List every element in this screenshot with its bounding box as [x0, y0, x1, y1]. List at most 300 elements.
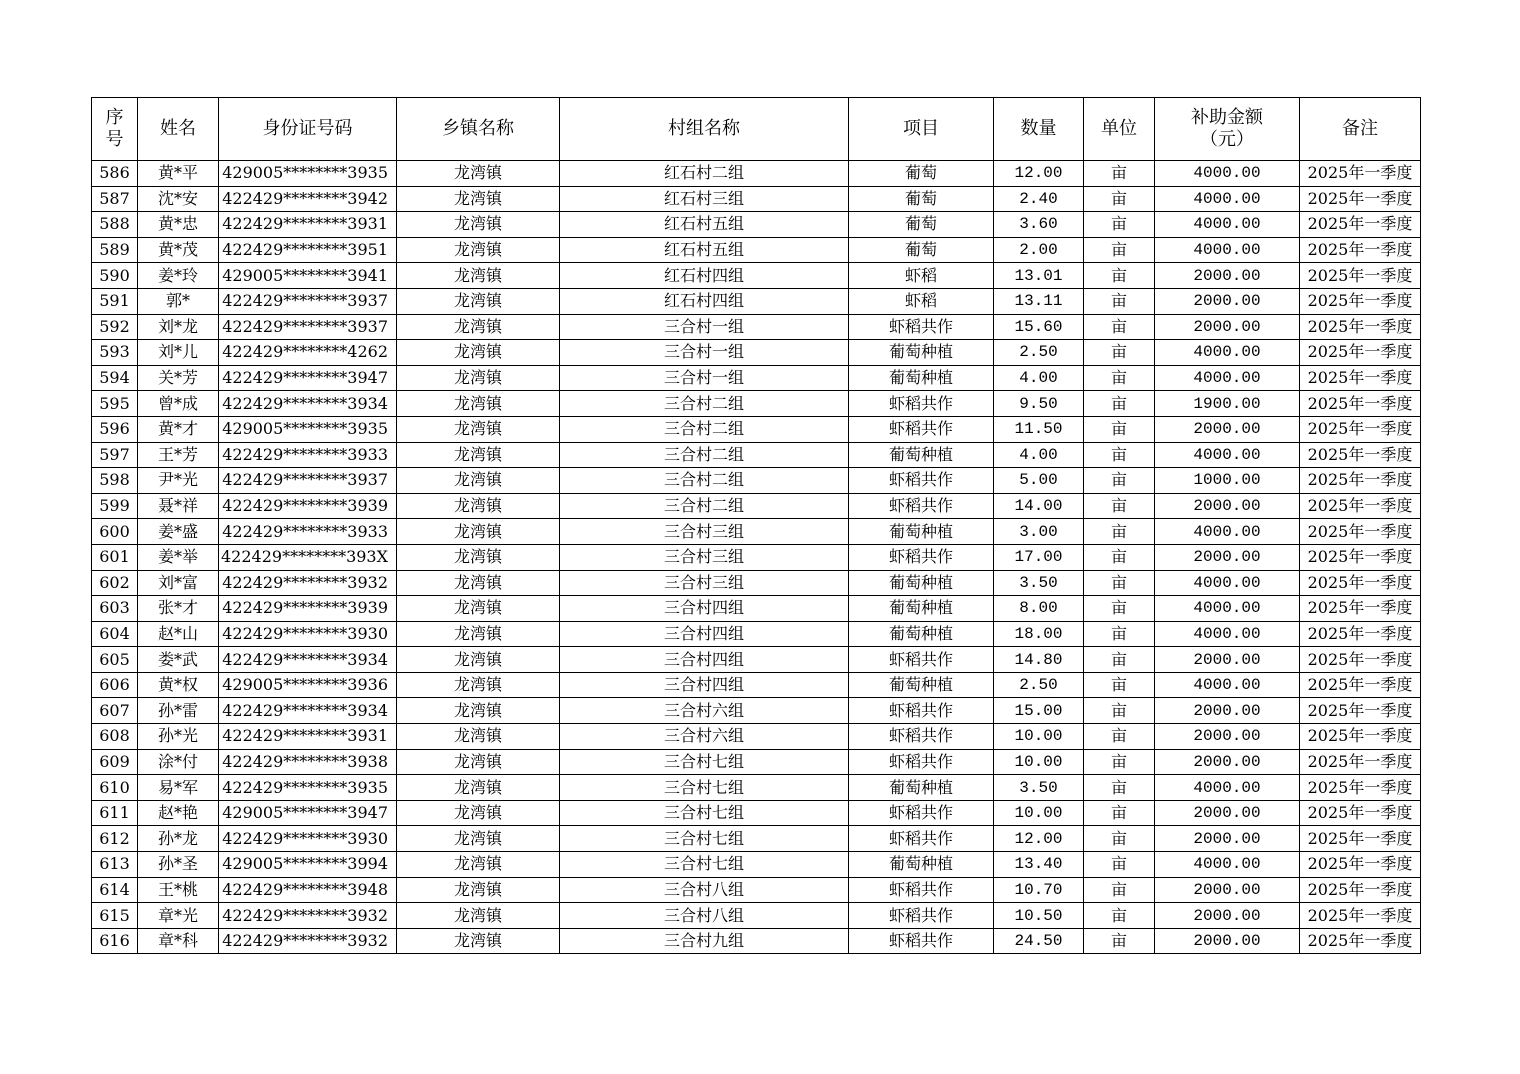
cell-quantity: 5.00 — [994, 468, 1084, 494]
cell-subsidy: 1900.00 — [1155, 391, 1300, 417]
table-row — [92, 416, 1421, 442]
cell-remark: 2025年一季度 — [1300, 416, 1421, 442]
cell-unit: 亩 — [1084, 314, 1155, 340]
cell-unit: 亩 — [1084, 903, 1155, 929]
cell-id-number: 422429********3932 — [219, 570, 397, 596]
cell-unit: 亩 — [1084, 544, 1155, 570]
cell-village-group: 三合村七组 — [560, 775, 849, 801]
cell-remark: 2025年一季度 — [1300, 800, 1421, 826]
cell-seq: 599 — [92, 493, 138, 519]
cell-name: 黄*茂 — [138, 237, 219, 263]
header-name: 姓名 — [138, 98, 219, 161]
cell-name: 易*军 — [138, 775, 219, 801]
cell-seq: 609 — [92, 749, 138, 775]
cell-township: 龙湾镇 — [397, 365, 560, 391]
table-row — [92, 698, 1421, 724]
cell-id-number: 422429********3951 — [219, 237, 397, 263]
cell-seq: 598 — [92, 468, 138, 494]
cell-id-number: 429005********3947 — [219, 800, 397, 826]
cell-village-group: 三合村一组 — [560, 365, 849, 391]
cell-village-group: 三合村四组 — [560, 672, 849, 698]
table-row — [92, 903, 1421, 929]
cell-village-group: 三合村六组 — [560, 698, 849, 724]
cell-remark: 2025年一季度 — [1300, 468, 1421, 494]
cell-quantity: 3.00 — [994, 519, 1084, 545]
subsidy-table — [91, 97, 1421, 954]
cell-village-group: 三合村二组 — [560, 391, 849, 417]
cell-township: 龙湾镇 — [397, 877, 560, 903]
cell-unit: 亩 — [1084, 724, 1155, 750]
cell-quantity: 13.01 — [994, 263, 1084, 289]
cell-project: 虾稻 — [849, 263, 994, 289]
cell-remark: 2025年一季度 — [1300, 263, 1421, 289]
cell-project: 虾稻共作 — [849, 544, 994, 570]
cell-township: 龙湾镇 — [397, 570, 560, 596]
cell-remark: 2025年一季度 — [1300, 698, 1421, 724]
cell-quantity: 13.40 — [994, 852, 1084, 878]
cell-project: 虾稻共作 — [849, 493, 994, 519]
cell-unit: 亩 — [1084, 621, 1155, 647]
cell-seq: 590 — [92, 263, 138, 289]
cell-name: 尹*光 — [138, 468, 219, 494]
cell-unit: 亩 — [1084, 596, 1155, 622]
cell-seq: 600 — [92, 519, 138, 545]
cell-remark: 2025年一季度 — [1300, 544, 1421, 570]
cell-village-group: 红石村五组 — [560, 212, 849, 238]
cell-project: 虾稻共作 — [849, 468, 994, 494]
cell-township: 龙湾镇 — [397, 212, 560, 238]
cell-quantity: 14.80 — [994, 647, 1084, 673]
cell-village-group: 三合村三组 — [560, 570, 849, 596]
cell-id-number: 422429********3947 — [219, 365, 397, 391]
table-row — [92, 493, 1421, 519]
cell-village-group: 三合村三组 — [560, 544, 849, 570]
cell-seq: 601 — [92, 544, 138, 570]
cell-name: 娄*武 — [138, 647, 219, 673]
cell-unit: 亩 — [1084, 519, 1155, 545]
table-row — [92, 621, 1421, 647]
cell-subsidy: 2000.00 — [1155, 826, 1300, 852]
cell-seq: 593 — [92, 340, 138, 366]
cell-project: 虾稻共作 — [849, 903, 994, 929]
cell-subsidy: 2000.00 — [1155, 877, 1300, 903]
table-row — [92, 288, 1421, 314]
cell-unit: 亩 — [1084, 288, 1155, 314]
cell-township: 龙湾镇 — [397, 468, 560, 494]
cell-township: 龙湾镇 — [397, 826, 560, 852]
table-row — [92, 647, 1421, 673]
cell-quantity: 15.60 — [994, 314, 1084, 340]
cell-project: 虾稻共作 — [849, 928, 994, 954]
cell-name: 孙*雷 — [138, 698, 219, 724]
cell-township: 龙湾镇 — [397, 314, 560, 340]
cell-remark: 2025年一季度 — [1300, 724, 1421, 750]
cell-quantity: 4.00 — [994, 442, 1084, 468]
cell-name: 孙*光 — [138, 724, 219, 750]
cell-seq: 608 — [92, 724, 138, 750]
header-id-number: 身份证号码 — [219, 98, 397, 161]
table-row — [92, 365, 1421, 391]
table-row — [92, 928, 1421, 954]
cell-unit: 亩 — [1084, 749, 1155, 775]
cell-township: 龙湾镇 — [397, 596, 560, 622]
cell-unit: 亩 — [1084, 826, 1155, 852]
cell-township: 龙湾镇 — [397, 288, 560, 314]
cell-unit: 亩 — [1084, 416, 1155, 442]
cell-seq: 589 — [92, 237, 138, 263]
cell-seq: 602 — [92, 570, 138, 596]
cell-project: 葡萄种植 — [849, 775, 994, 801]
cell-subsidy: 2000.00 — [1155, 800, 1300, 826]
cell-remark: 2025年一季度 — [1300, 672, 1421, 698]
table-row — [92, 161, 1421, 187]
cell-remark: 2025年一季度 — [1300, 928, 1421, 954]
cell-project: 葡萄种植 — [849, 340, 994, 366]
table-row — [92, 519, 1421, 545]
cell-village-group: 红石村四组 — [560, 263, 849, 289]
cell-project: 虾稻共作 — [849, 698, 994, 724]
cell-unit: 亩 — [1084, 468, 1155, 494]
cell-unit: 亩 — [1084, 186, 1155, 212]
cell-village-group: 三合村二组 — [560, 493, 849, 519]
cell-remark: 2025年一季度 — [1300, 288, 1421, 314]
cell-name: 孙*圣 — [138, 852, 219, 878]
cell-id-number: 422429********3933 — [219, 519, 397, 545]
cell-name: 章*科 — [138, 928, 219, 954]
cell-id-number: 422429********3937 — [219, 288, 397, 314]
cell-project: 虾稻共作 — [849, 391, 994, 417]
cell-township: 龙湾镇 — [397, 186, 560, 212]
cell-name: 赵*山 — [138, 621, 219, 647]
cell-township: 龙湾镇 — [397, 519, 560, 545]
cell-id-number: 422429********3931 — [219, 724, 397, 750]
cell-village-group: 三合村四组 — [560, 621, 849, 647]
cell-project: 葡萄种植 — [849, 570, 994, 596]
cell-township: 龙湾镇 — [397, 391, 560, 417]
cell-quantity: 4.00 — [994, 365, 1084, 391]
cell-name: 黄*才 — [138, 416, 219, 442]
cell-project: 虾稻共作 — [849, 826, 994, 852]
table-row — [92, 775, 1421, 801]
cell-name: 王*芳 — [138, 442, 219, 468]
cell-id-number: 422429********3948 — [219, 877, 397, 903]
header-row — [92, 98, 1421, 161]
table-row — [92, 800, 1421, 826]
cell-remark: 2025年一季度 — [1300, 212, 1421, 238]
cell-subsidy: 2000.00 — [1155, 288, 1300, 314]
cell-seq: 610 — [92, 775, 138, 801]
cell-seq: 615 — [92, 903, 138, 929]
cell-name: 曾*成 — [138, 391, 219, 417]
cell-remark: 2025年一季度 — [1300, 314, 1421, 340]
cell-unit: 亩 — [1084, 161, 1155, 187]
cell-seq: 595 — [92, 391, 138, 417]
cell-seq: 614 — [92, 877, 138, 903]
table-row — [92, 852, 1421, 878]
cell-name: 王*桃 — [138, 877, 219, 903]
cell-remark: 2025年一季度 — [1300, 749, 1421, 775]
table-row — [92, 570, 1421, 596]
cell-township: 龙湾镇 — [397, 698, 560, 724]
cell-seq: 603 — [92, 596, 138, 622]
cell-remark: 2025年一季度 — [1300, 775, 1421, 801]
cell-unit: 亩 — [1084, 928, 1155, 954]
cell-id-number: 422429********4262 — [219, 340, 397, 366]
cell-name: 刘*龙 — [138, 314, 219, 340]
cell-seq: 613 — [92, 852, 138, 878]
cell-township: 龙湾镇 — [397, 544, 560, 570]
cell-seq: 591 — [92, 288, 138, 314]
cell-id-number: 422429********3930 — [219, 826, 397, 852]
cell-remark: 2025年一季度 — [1300, 519, 1421, 545]
cell-seq: 597 — [92, 442, 138, 468]
cell-township: 龙湾镇 — [397, 416, 560, 442]
cell-seq: 587 — [92, 186, 138, 212]
header-township: 乡镇名称 — [397, 98, 560, 161]
cell-id-number: 429005********3994 — [219, 852, 397, 878]
cell-subsidy: 4000.00 — [1155, 570, 1300, 596]
cell-name: 赵*艳 — [138, 800, 219, 826]
cell-name: 黄*权 — [138, 672, 219, 698]
cell-subsidy: 4000.00 — [1155, 340, 1300, 366]
cell-unit: 亩 — [1084, 365, 1155, 391]
cell-quantity: 10.70 — [994, 877, 1084, 903]
cell-name: 关*芳 — [138, 365, 219, 391]
cell-quantity: 17.00 — [994, 544, 1084, 570]
cell-remark: 2025年一季度 — [1300, 391, 1421, 417]
cell-village-group: 三合村九组 — [560, 928, 849, 954]
cell-remark: 2025年一季度 — [1300, 340, 1421, 366]
cell-quantity: 24.50 — [994, 928, 1084, 954]
cell-unit: 亩 — [1084, 493, 1155, 519]
cell-seq: 592 — [92, 314, 138, 340]
table-row — [92, 391, 1421, 417]
cell-project: 虾稻共作 — [849, 877, 994, 903]
header-village-group: 村组名称 — [560, 98, 849, 161]
cell-id-number: 422429********3939 — [219, 596, 397, 622]
cell-quantity: 10.00 — [994, 800, 1084, 826]
cell-id-number: 422429********3933 — [219, 442, 397, 468]
cell-id-number: 422429********3934 — [219, 698, 397, 724]
table-row — [92, 724, 1421, 750]
cell-name: 姜*举 — [138, 544, 219, 570]
cell-project: 葡萄 — [849, 161, 994, 187]
cell-project: 葡萄 — [849, 237, 994, 263]
cell-project: 虾稻共作 — [849, 800, 994, 826]
cell-unit: 亩 — [1084, 391, 1155, 417]
cell-subsidy: 2000.00 — [1155, 314, 1300, 340]
cell-id-number: 422429********3932 — [219, 903, 397, 929]
header-seq: 序号 — [92, 98, 138, 161]
cell-project: 葡萄种植 — [849, 365, 994, 391]
cell-project: 葡萄 — [849, 212, 994, 238]
cell-remark: 2025年一季度 — [1300, 570, 1421, 596]
cell-subsidy: 4000.00 — [1155, 596, 1300, 622]
cell-quantity: 14.00 — [994, 493, 1084, 519]
cell-village-group: 三合村一组 — [560, 340, 849, 366]
cell-project: 葡萄种植 — [849, 596, 994, 622]
header-remark: 备注 — [1300, 98, 1421, 161]
cell-name: 刘*儿 — [138, 340, 219, 366]
cell-seq: 604 — [92, 621, 138, 647]
cell-remark: 2025年一季度 — [1300, 365, 1421, 391]
cell-subsidy: 4000.00 — [1155, 212, 1300, 238]
cell-village-group: 三合村二组 — [560, 442, 849, 468]
cell-quantity: 18.00 — [994, 621, 1084, 647]
cell-township: 龙湾镇 — [397, 800, 560, 826]
table-row — [92, 826, 1421, 852]
cell-name: 张*才 — [138, 596, 219, 622]
cell-unit: 亩 — [1084, 340, 1155, 366]
cell-quantity: 9.50 — [994, 391, 1084, 417]
cell-name: 姜*盛 — [138, 519, 219, 545]
cell-project: 葡萄种植 — [849, 519, 994, 545]
cell-village-group: 三合村六组 — [560, 724, 849, 750]
cell-project: 葡萄种植 — [849, 621, 994, 647]
cell-quantity: 10.00 — [994, 749, 1084, 775]
cell-village-group: 三合村二组 — [560, 416, 849, 442]
cell-quantity: 2.00 — [994, 237, 1084, 263]
table-row — [92, 877, 1421, 903]
cell-quantity: 10.50 — [994, 903, 1084, 929]
cell-remark: 2025年一季度 — [1300, 826, 1421, 852]
cell-name: 姜*玲 — [138, 263, 219, 289]
cell-subsidy: 2000.00 — [1155, 903, 1300, 929]
table-row — [92, 468, 1421, 494]
cell-village-group: 三合村七组 — [560, 800, 849, 826]
cell-quantity: 11.50 — [994, 416, 1084, 442]
cell-seq: 588 — [92, 212, 138, 238]
cell-project: 葡萄 — [849, 186, 994, 212]
cell-village-group: 三合村七组 — [560, 826, 849, 852]
cell-township: 龙湾镇 — [397, 493, 560, 519]
cell-id-number: 422429********3930 — [219, 621, 397, 647]
cell-unit: 亩 — [1084, 263, 1155, 289]
cell-remark: 2025年一季度 — [1300, 237, 1421, 263]
cell-name: 章*光 — [138, 903, 219, 929]
cell-quantity: 3.60 — [994, 212, 1084, 238]
cell-township: 龙湾镇 — [397, 852, 560, 878]
cell-unit: 亩 — [1084, 442, 1155, 468]
cell-quantity: 12.00 — [994, 161, 1084, 187]
cell-township: 龙湾镇 — [397, 749, 560, 775]
cell-quantity: 12.00 — [994, 826, 1084, 852]
cell-quantity: 2.50 — [994, 672, 1084, 698]
cell-id-number: 422429********3934 — [219, 391, 397, 417]
cell-village-group: 三合村四组 — [560, 596, 849, 622]
cell-id-number: 422429********3932 — [219, 928, 397, 954]
table-row — [92, 749, 1421, 775]
cell-unit: 亩 — [1084, 570, 1155, 596]
cell-quantity: 8.00 — [994, 596, 1084, 622]
cell-subsidy: 4000.00 — [1155, 161, 1300, 187]
cell-township: 龙湾镇 — [397, 442, 560, 468]
cell-id-number: 422429********3942 — [219, 186, 397, 212]
cell-project: 虾稻共作 — [849, 724, 994, 750]
cell-subsidy: 1000.00 — [1155, 468, 1300, 494]
cell-township: 龙湾镇 — [397, 928, 560, 954]
cell-project: 葡萄种植 — [849, 672, 994, 698]
cell-name: 沈*安 — [138, 186, 219, 212]
cell-id-number: 422429********3937 — [219, 314, 397, 340]
cell-project: 虾稻共作 — [849, 749, 994, 775]
cell-quantity: 2.50 — [994, 340, 1084, 366]
cell-village-group: 三合村一组 — [560, 314, 849, 340]
table-row — [92, 544, 1421, 570]
cell-seq: 605 — [92, 647, 138, 673]
cell-project: 葡萄种植 — [849, 852, 994, 878]
header-unit: 单位 — [1084, 98, 1155, 161]
cell-name: 黄*忠 — [138, 212, 219, 238]
cell-remark: 2025年一季度 — [1300, 903, 1421, 929]
cell-id-number: 429005********3935 — [219, 416, 397, 442]
table-row — [92, 212, 1421, 238]
cell-township: 龙湾镇 — [397, 672, 560, 698]
cell-township: 龙湾镇 — [397, 621, 560, 647]
cell-subsidy: 4000.00 — [1155, 621, 1300, 647]
cell-id-number: 422429********3939 — [219, 493, 397, 519]
cell-unit: 亩 — [1084, 672, 1155, 698]
cell-village-group: 红石村三组 — [560, 186, 849, 212]
cell-id-number: 429005********3936 — [219, 672, 397, 698]
cell-unit: 亩 — [1084, 698, 1155, 724]
table-row — [92, 314, 1421, 340]
cell-village-group: 三合村七组 — [560, 852, 849, 878]
cell-seq: 611 — [92, 800, 138, 826]
cell-unit: 亩 — [1084, 212, 1155, 238]
cell-seq: 594 — [92, 365, 138, 391]
cell-remark: 2025年一季度 — [1300, 852, 1421, 878]
table-row — [92, 186, 1421, 212]
cell-subsidy: 2000.00 — [1155, 493, 1300, 519]
cell-unit: 亩 — [1084, 852, 1155, 878]
cell-project: 虾稻共作 — [849, 314, 994, 340]
table-row — [92, 237, 1421, 263]
cell-village-group: 三合村八组 — [560, 877, 849, 903]
cell-project: 虾稻共作 — [849, 416, 994, 442]
cell-unit: 亩 — [1084, 800, 1155, 826]
cell-name: 郭* — [138, 288, 219, 314]
cell-township: 龙湾镇 — [397, 724, 560, 750]
cell-unit: 亩 — [1084, 237, 1155, 263]
cell-township: 龙湾镇 — [397, 775, 560, 801]
cell-name: 聂*祥 — [138, 493, 219, 519]
cell-subsidy: 4000.00 — [1155, 775, 1300, 801]
cell-quantity: 15.00 — [994, 698, 1084, 724]
cell-subsidy: 4000.00 — [1155, 672, 1300, 698]
cell-id-number: 429005********3935 — [219, 161, 397, 187]
cell-name: 涂*付 — [138, 749, 219, 775]
cell-subsidy: 4000.00 — [1155, 365, 1300, 391]
cell-subsidy: 2000.00 — [1155, 724, 1300, 750]
cell-id-number: 422429********3931 — [219, 212, 397, 238]
cell-id-number: 429005********3941 — [219, 263, 397, 289]
cell-unit: 亩 — [1084, 775, 1155, 801]
table-row — [92, 340, 1421, 366]
cell-subsidy: 2000.00 — [1155, 647, 1300, 673]
table-row — [92, 596, 1421, 622]
cell-township: 龙湾镇 — [397, 237, 560, 263]
cell-seq: 612 — [92, 826, 138, 852]
cell-seq: 596 — [92, 416, 138, 442]
cell-village-group: 三合村四组 — [560, 647, 849, 673]
cell-seq: 606 — [92, 672, 138, 698]
cell-village-group: 三合村七组 — [560, 749, 849, 775]
cell-subsidy: 2000.00 — [1155, 749, 1300, 775]
cell-subsidy: 2000.00 — [1155, 698, 1300, 724]
cell-quantity: 13.11 — [994, 288, 1084, 314]
cell-id-number: 422429********3937 — [219, 468, 397, 494]
